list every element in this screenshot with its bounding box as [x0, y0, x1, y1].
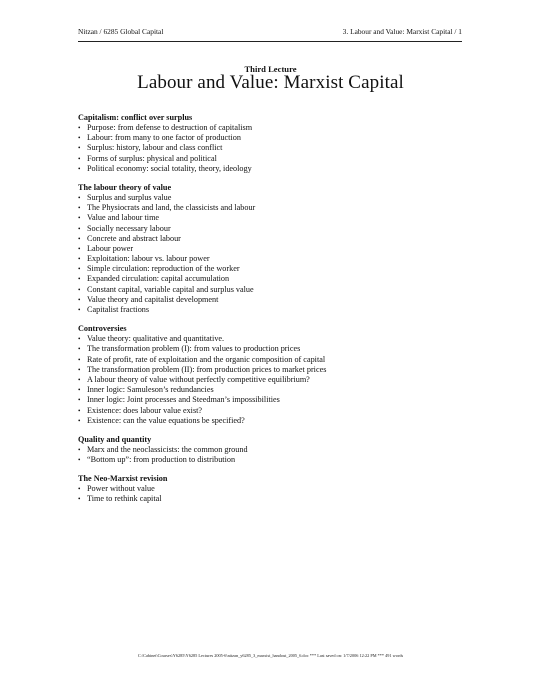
list-item — [78, 143, 468, 153]
list-item-text: Political economy: social totality, theory, ideology — [87, 163, 252, 173]
list-item-text: Inner logic: Joint processes and Steedman’s impossibilities — [87, 395, 280, 405]
list-item — [78, 224, 468, 234]
list-item — [78, 264, 468, 274]
lecture-subtitle: Third Lecture — [244, 64, 297, 74]
list-item — [78, 365, 468, 375]
list-item — [78, 123, 468, 133]
header-right: 3. Labour and Value: Marxist Capital / 1 — [342, 27, 462, 36]
bullet-icon: • — [78, 234, 81, 243]
page-title: Labour and Value: Marxist Capital — [137, 72, 404, 93]
list-item-text: Rate of profit, rate of exploitation and the organic composition of capital — [87, 354, 326, 364]
list-item — [78, 254, 468, 264]
list-item — [78, 164, 468, 174]
outline-section — [78, 324, 468, 426]
list-item-text: Time to rethink capital — [87, 494, 162, 504]
list-item-text: Marx and the neoclassicists: the common ground — [87, 444, 248, 454]
list-item — [78, 274, 468, 284]
bullet-icon: • — [78, 285, 81, 294]
list-item-text: Surplus: history, labour and class conflict — [87, 143, 223, 153]
list-item — [78, 406, 468, 416]
outline-content — [78, 113, 468, 514]
bullet-icon: • — [78, 335, 81, 344]
list-item-text: Simple circulation: reproduction of the worker — [87, 264, 240, 274]
bullet-list — [78, 123, 468, 174]
bullet-list — [78, 445, 468, 465]
list-item-text: Existence: can the value equations be specified? — [87, 415, 245, 425]
bullet-icon: • — [78, 396, 81, 405]
bullet-icon: • — [78, 214, 81, 223]
list-item — [78, 395, 468, 405]
list-item-text: Surplus and surplus value — [87, 192, 172, 202]
list-item-text: Value theory: qualitative and quantitative. — [87, 334, 225, 344]
bullet-icon: • — [78, 265, 81, 274]
bullet-icon: • — [78, 295, 81, 304]
bullet-list — [78, 484, 468, 504]
list-item — [78, 305, 468, 315]
list-item — [78, 154, 468, 164]
list-item-text: The Physiocrats and land, the classicists and labour — [87, 203, 256, 213]
list-item-text: “Bottom up”: from production to distribution — [87, 455, 236, 465]
bullet-icon: • — [78, 164, 81, 173]
bullet-icon: • — [78, 244, 81, 253]
list-item — [78, 455, 468, 465]
list-item — [78, 484, 468, 494]
page-footer: C:\Cabinet\Courses\Y6285\Y6285 Lectures 2005-6\nitzan_y6285_3_marxist_handout_2005_6.doc *** Last saved on: 1/7/2006 12:22 PM *** 491 words — [137, 653, 404, 658]
bullet-icon: • — [78, 495, 81, 504]
outline-section — [78, 183, 468, 315]
list-item — [78, 244, 468, 254]
header-left: Nitzan / 6285 Global Capital — [78, 27, 164, 36]
section-title: The labour theory of value — [78, 182, 172, 192]
list-item — [78, 445, 468, 455]
list-item-text: Power without value — [87, 484, 155, 494]
bullet-icon: • — [78, 416, 81, 425]
list-item — [78, 334, 468, 344]
list-item-text: Constant capital, variable capital and surplus value — [87, 284, 254, 294]
bullet-icon: • — [78, 275, 81, 284]
list-item-text: Value and labour time — [87, 213, 160, 223]
list-item-text: Concrete and abstract labour — [87, 233, 181, 243]
list-item — [78, 203, 468, 213]
list-item-text: The transformation problem (II): from production prices to market prices — [87, 364, 327, 374]
bullet-icon: • — [78, 375, 81, 384]
list-item — [78, 234, 468, 244]
bullet-icon: • — [78, 255, 81, 264]
section-title: Quality and quantity — [78, 434, 152, 444]
list-item — [78, 213, 468, 223]
list-item-text: Purpose: from defense to destruction of capitalism — [87, 123, 253, 132]
list-item — [78, 295, 468, 305]
outline-section — [78, 474, 468, 504]
list-item — [78, 133, 468, 143]
list-item-text: Labour: from many to one factor of production — [87, 133, 241, 143]
list-item-text: Value theory and capitalist development — [87, 294, 219, 304]
list-item-text: The transformation problem (I): from values to production prices — [87, 344, 301, 354]
section-title: The Neo-Marxist revision — [78, 474, 168, 484]
list-item-text: Existence: does labour value exist? — [87, 405, 203, 415]
bullet-icon: • — [78, 154, 81, 163]
bullet-icon: • — [78, 124, 81, 132]
list-item-text: Inner logic: Samuleson’s redundancies — [87, 385, 214, 395]
page-header — [78, 27, 462, 42]
bullet-icon: • — [78, 134, 81, 143]
bullet-icon: • — [78, 345, 81, 354]
list-item — [78, 416, 468, 426]
bullet-icon: • — [78, 355, 81, 364]
bullet-icon: • — [78, 456, 81, 465]
outline-section — [78, 113, 468, 174]
bullet-icon: • — [78, 485, 81, 494]
bullet-icon: • — [78, 224, 81, 233]
list-item-text: Exploitation: labour vs. labour power — [87, 254, 210, 264]
bullet-icon: • — [78, 386, 81, 395]
list-item-text: Forms of surplus: physical and political — [87, 153, 217, 163]
list-item — [78, 193, 468, 203]
list-item-text: Socially necessary labour — [87, 223, 171, 233]
bullet-icon: • — [78, 193, 81, 202]
list-item — [78, 344, 468, 354]
bullet-icon: • — [78, 406, 81, 415]
list-item — [78, 285, 468, 295]
list-item-text: Expanded circulation: capital accumulation — [87, 274, 230, 284]
list-item — [78, 385, 468, 395]
list-item — [78, 494, 468, 504]
section-title: Capitalism: conflict over surplus — [78, 113, 193, 122]
list-item-text: Capitalist fractions — [87, 305, 150, 314]
bullet-list — [78, 193, 468, 315]
bullet-icon: • — [78, 144, 81, 153]
list-item — [78, 375, 468, 385]
bullet-icon: • — [78, 445, 81, 454]
list-item — [78, 355, 468, 365]
list-item-text: Labour power — [87, 243, 134, 253]
bullet-icon: • — [78, 365, 81, 374]
outline-section — [78, 435, 468, 465]
bullet-list — [78, 334, 468, 426]
bullet-icon: • — [78, 204, 81, 213]
list-item-text: A labour theory of value without perfectly competitive equilibrium? — [87, 374, 310, 384]
section-title: Controversies — [78, 324, 127, 334]
bullet-icon: • — [78, 306, 81, 314]
